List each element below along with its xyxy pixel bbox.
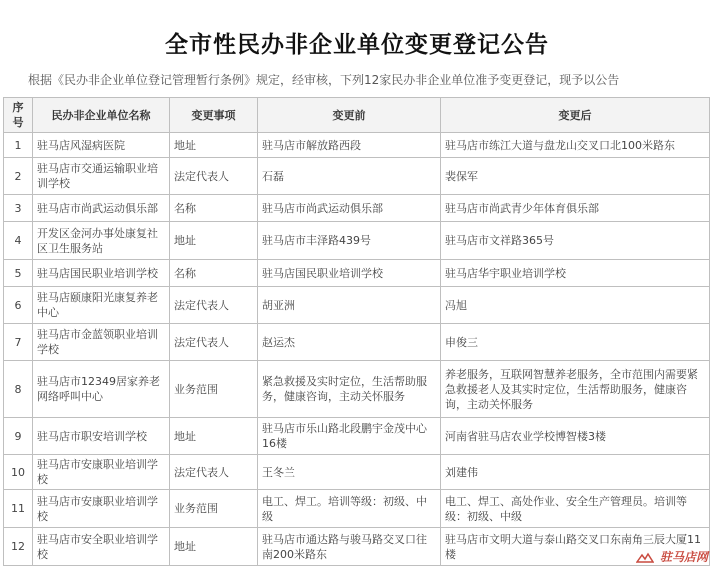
cell-change-item: 法定代表人 [170,324,258,361]
table-row [4,418,710,455]
cell-change-item: 地址 [170,528,258,566]
cell-seq: 11 [4,490,33,528]
cell-change-item: 法定代表人 [170,158,258,195]
cell-before: 驻马店市通达路与骏马路交叉口往南200米路东 [258,528,441,566]
cell-org-name: 驻马店市尚武运动俱乐部 [33,195,170,222]
cell-before: 电工、焊工。培训等级：初级、中级 [258,490,441,528]
table-row [4,158,710,195]
cell-org-name: 驻马店市金蓝领职业培训学校 [33,324,170,361]
cell-change-item: 业务范围 [170,490,258,528]
table-row [4,361,710,418]
watermark-logo-icon [636,552,654,564]
table-header-row [4,98,710,133]
cell-org-name: 驻马店市安康职业培训学校 [33,490,170,528]
cell-seq: 6 [4,287,33,324]
table-row [4,324,710,361]
cell-after: 刘建伟 [441,455,710,490]
cell-seq: 10 [4,455,33,490]
cell-seq: 4 [4,222,33,260]
header-seq: 序号 [4,98,33,133]
table-row [4,287,710,324]
cell-before: 驻马店市解放路西段 [258,133,441,158]
cell-after: 冯旭 [441,287,710,324]
cell-change-item: 地址 [170,133,258,158]
cell-org-name: 驻马店市交通运输职业培训学校 [33,158,170,195]
cell-change-item: 名称 [170,195,258,222]
cell-before: 石磊 [258,158,441,195]
table-row [4,195,710,222]
cell-org-name: 驻马店市安全职业培训学校 [33,528,170,566]
cell-seq: 2 [4,158,33,195]
cell-after: 裴保军 [441,158,710,195]
cell-seq: 12 [4,528,33,566]
watermark-text: 驻马店网 [659,550,708,564]
cell-after: 申俊三 [441,324,710,361]
cell-before: 紧急救援及实时定位，生活帮助服务，健康咨询，主动关怀服务 [258,361,441,418]
cell-org-name: 驻马店风湿病医院 [33,133,170,158]
cell-after: 驻马店市文祥路365号 [441,222,710,260]
header-after: 变更后 [441,98,710,133]
cell-org-name: 驻马店国民职业培训学校 [33,260,170,287]
cell-seq: 3 [4,195,33,222]
intro-text: 根据《民办非企业单位登记管理暂行条例》规定，经审核，下列12家民办非企业单位准予变更登记，现予以公告 [28,73,620,87]
page-title: 全市性民办非企业单位变更登记公告 [165,32,549,58]
cell-before: 驻马店市丰泽路439号 [258,222,441,260]
cell-before: 驻马店市尚武运动俱乐部 [258,195,441,222]
cell-after: 驻马店市练江大道与盘龙山交叉口北100米路东 [441,133,710,158]
site-watermark [636,548,708,565]
cell-change-item: 名称 [170,260,258,287]
table-row [4,528,710,566]
cell-after: 驻马店市尚武青少年体育俱乐部 [441,195,710,222]
cell-change-item: 地址 [170,418,258,455]
cell-change-item: 法定代表人 [170,287,258,324]
cell-org-name: 驻马店市安康职业培训学校 [33,455,170,490]
cell-org-name: 驻马店市职安培训学校 [33,418,170,455]
cell-after: 驻马店华宇职业培训学校 [441,260,710,287]
cell-seq: 1 [4,133,33,158]
table-row [4,222,710,260]
header-before: 变更前 [258,98,441,133]
cell-change-item: 地址 [170,222,258,260]
cell-org-name: 开发区金河办事处康复社区卫生服务站 [33,222,170,260]
cell-after: 河南省驻马店农业学校博智楼3楼 [441,418,710,455]
cell-before: 赵运杰 [258,324,441,361]
cell-change-item: 业务范围 [170,361,258,418]
cell-seq: 7 [4,324,33,361]
cell-after: 养老服务，互联网智慧养老服务，全市范围内需要紧急救援老人及其实时定位，生活帮助服务，健康咨询，主动关怀服务 [441,361,710,418]
table-row [4,260,710,287]
header-org-name: 民办非企业单位名称 [33,98,170,133]
table-row [4,133,710,158]
cell-org-name: 驻马店颐康阳光康复养老中心 [33,287,170,324]
cell-seq: 8 [4,361,33,418]
table-row [4,455,710,490]
table-row [4,490,710,528]
cell-after: 电工、焊工、高处作业、安全生产管理员。培训等级：初级、中级 [441,490,710,528]
cell-before: 王冬兰 [258,455,441,490]
header-change-item: 变更事项 [170,98,258,133]
cell-org-name: 驻马店市12349居家养老网络呼叫中心 [33,361,170,418]
announcement-table [3,97,710,566]
cell-before: 驻马店国民职业培训学校 [258,260,441,287]
cell-change-item: 法定代表人 [170,455,258,490]
cell-before: 驻马店市乐山路北段鹏宇金茂中心16楼 [258,418,441,455]
cell-seq: 9 [4,418,33,455]
cell-seq: 5 [4,260,33,287]
cell-after: 驻马店市文明大道与泰山路交叉口东南角三辰大厦11楼 [441,528,710,566]
cell-before: 胡亚洲 [258,287,441,324]
